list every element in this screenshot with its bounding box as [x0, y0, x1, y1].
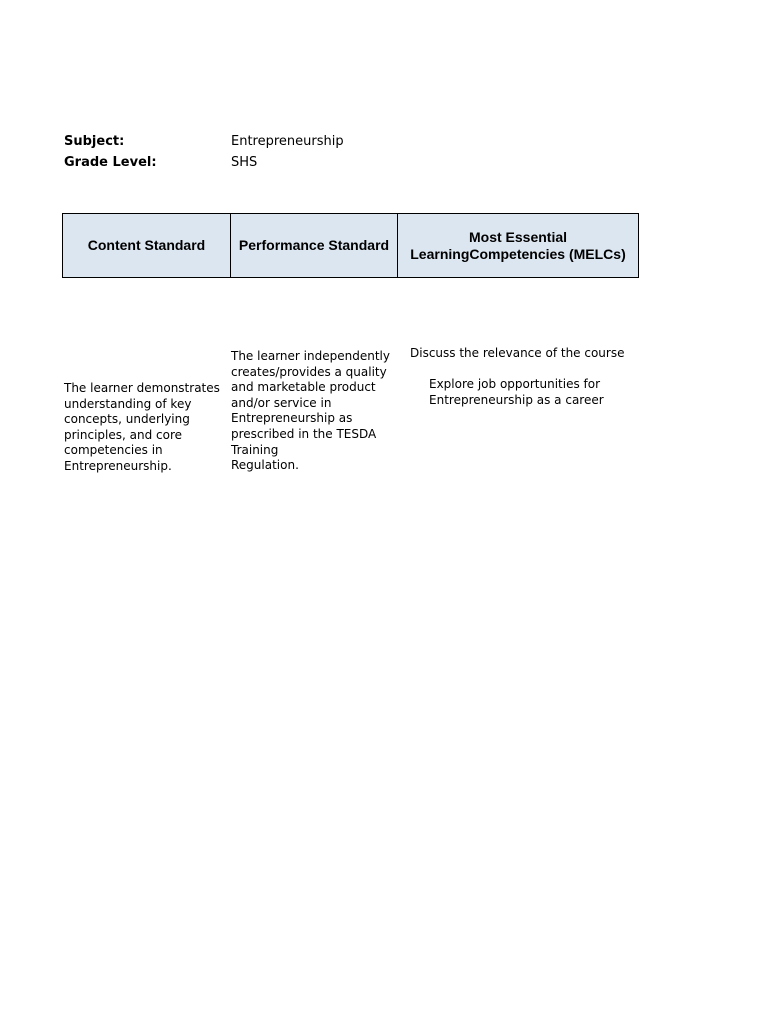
header-performance-standard: Performance Standard: [231, 214, 398, 277]
grade-level-label: Grade Level:: [64, 155, 157, 170]
performance-standard-text: The learner independently creates/provides a quality and marketable product and/or service in Entrepreneurship as prescribed in the TESDA Training Regulation.: [231, 349, 390, 473]
subject-label: Subject:: [64, 134, 125, 149]
melc-item: Explore job opportunities for Entrepreneurship as a career: [429, 377, 604, 407]
subject-value: Entrepreneurship: [231, 134, 344, 149]
grade-level-value: SHS: [231, 155, 258, 170]
standards-table-header: [62, 213, 639, 278]
header-melcs: Most Essential LearningCompetencies (MELCs): [410, 228, 626, 262]
melc-item: Discuss the relevance of the course: [410, 346, 625, 360]
header-content-standard: Content Standard: [63, 214, 231, 277]
content-standard-text: The learner demonstrates understanding of key concepts, underlying principles, and core competencies in Entrepreneurship.: [64, 381, 220, 473]
